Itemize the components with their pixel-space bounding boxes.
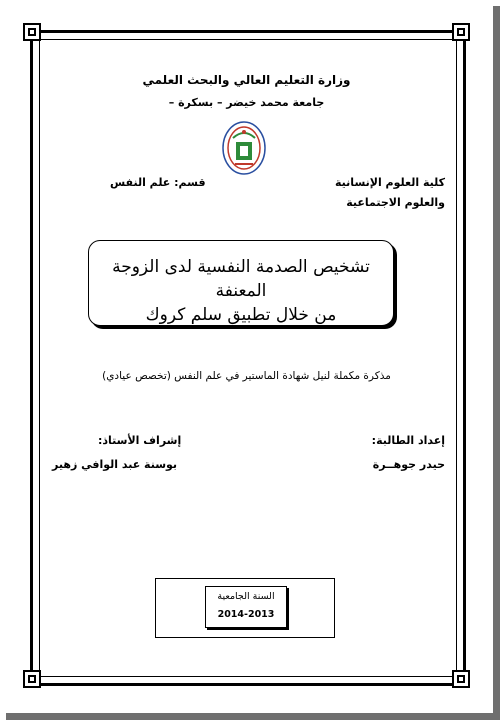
thesis-subtitle: مذكرة مكملة لنيل شهادة الماستير في علم النفس (تخصص عيادي) (102, 370, 391, 382)
university-name: جامعة محمد خيضر – بسكرة – (168, 96, 325, 109)
page-shadow-right (493, 6, 500, 720)
corner-ornament-bottom-left (23, 670, 41, 688)
thesis-title (89, 255, 393, 327)
thesis-title-line2: من خلال تطبيق سلم كروك (145, 305, 337, 325)
academic-year-box (205, 586, 287, 628)
student-label: إعداد الطالبة: (371, 434, 445, 447)
supervisor-name: بوسنة عبد الوافي زهير (52, 458, 178, 471)
university-logo-icon (221, 120, 267, 176)
ministry-name: وزارة التعليم العالي والبحث العلمي (142, 73, 351, 87)
thesis-title-box (88, 240, 394, 326)
corner-ornament-bottom-right (452, 670, 470, 688)
thesis-title-line1: تشخيص الصدمة النفسية لدى الزوجة المعنفة (112, 257, 370, 301)
supervisor-label: إشراف الأستاذ: (98, 434, 182, 447)
academic-year-value: 2014-2013 (217, 609, 275, 620)
page-shadow-bottom (6, 713, 500, 720)
corner-ornament-top-right (452, 23, 470, 41)
faculty-name-line1: كلية العلوم الإنسانية (335, 176, 445, 189)
faculty-name-line2: والعلوم الاجتماعية (346, 196, 445, 209)
academic-year-label: السنة الجامعية (217, 591, 275, 602)
corner-ornament-top-left (23, 23, 41, 41)
student-name: حيدر جوهــرة (372, 458, 445, 471)
department-name: قسم: علم النفس (110, 176, 206, 189)
